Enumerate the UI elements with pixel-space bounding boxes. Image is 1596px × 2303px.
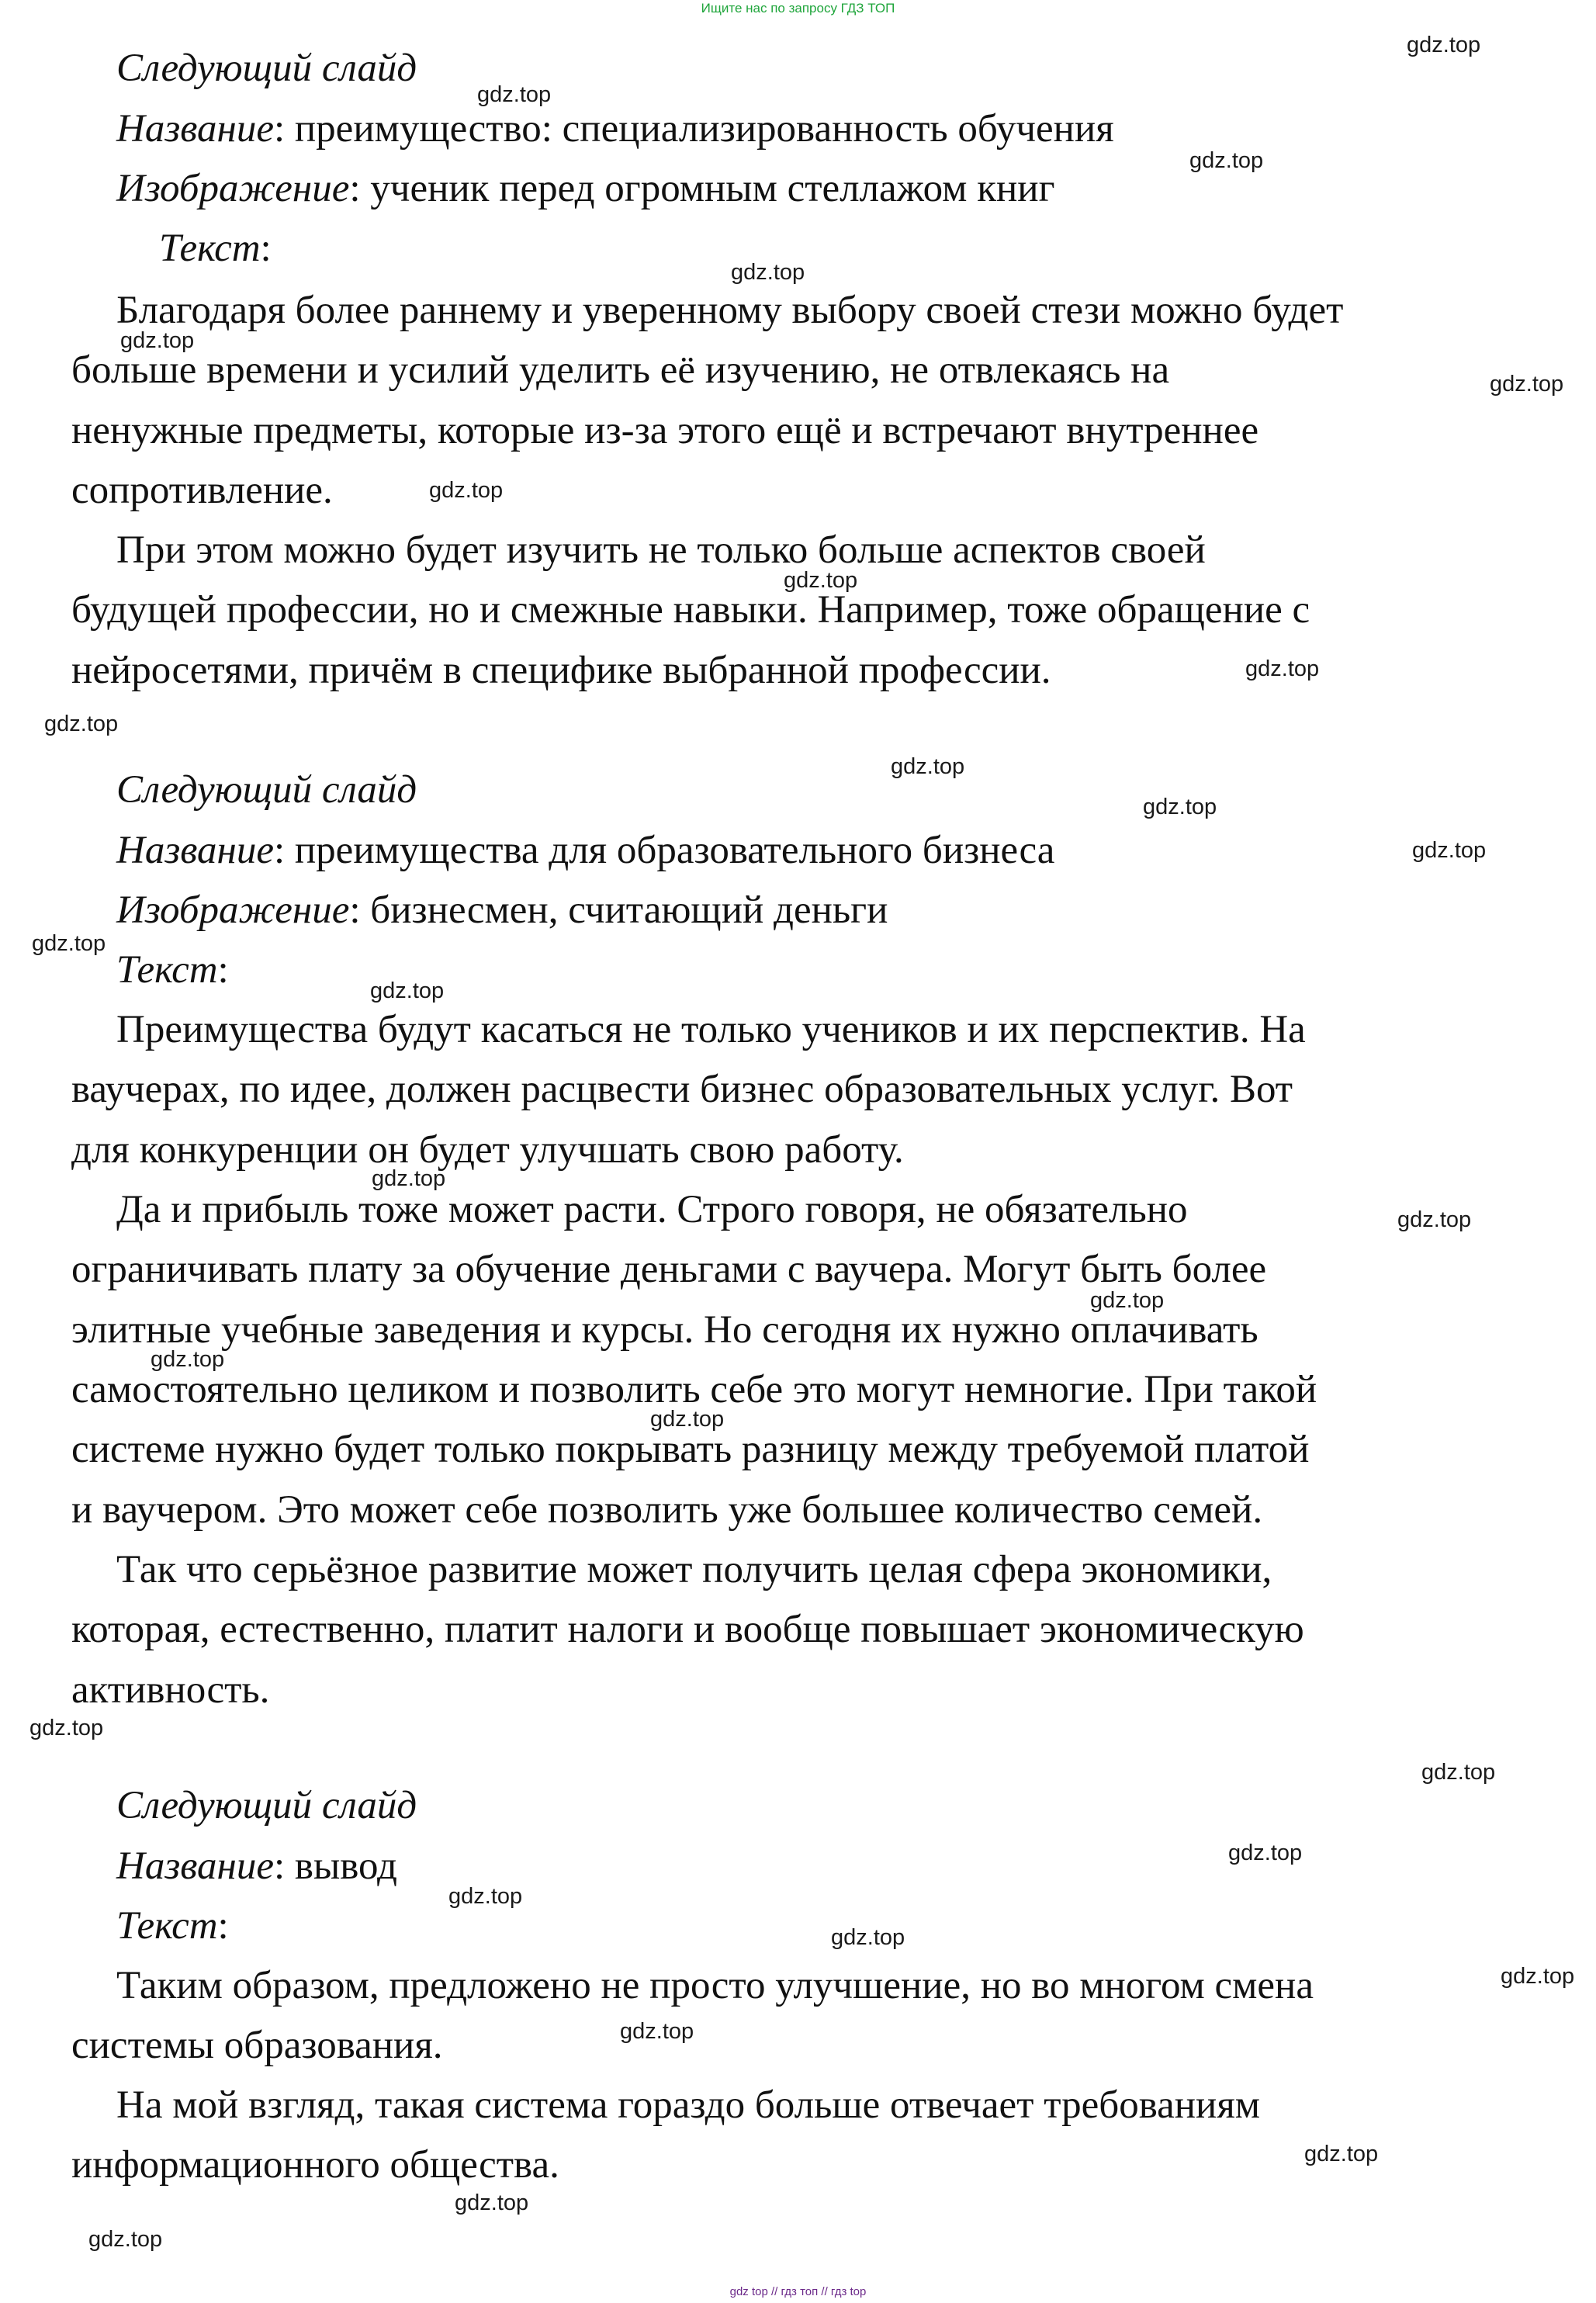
watermark: gdz.top: [784, 568, 858, 593]
paragraph-line: системе нужно будет только покрывать разницу между требуемой платой: [71, 1428, 1310, 1471]
watermark: gdz.top: [429, 478, 504, 503]
slide-title-row: Название: преимущества для образовательного бизнеса: [116, 829, 1055, 872]
watermark: gdz.top: [731, 260, 805, 285]
watermark: gdz.top: [650, 1407, 725, 1432]
paragraph-line: ограничивать плату за обучение деньгами с ваучера. Могут быть более: [71, 1248, 1267, 1291]
watermark: gdz.top: [620, 2019, 694, 2044]
paragraph-line: На мой взгляд, такая система гораздо больше отвечает требованиям: [116, 2083, 1261, 2127]
watermark: gdz.top: [455, 2190, 529, 2215]
slide-heading: [116, 45, 417, 92]
slide-text-row: Текст:: [116, 948, 229, 992]
paragraph-line: Да и прибыль тоже может расти. Строго говоря, не обязательно: [116, 1188, 1188, 1231]
image-value: ученик перед огромным стеллажом книг: [370, 167, 1055, 210]
paragraph-line: ваучерах, по идее, должен расцвести бизнес образовательных услуг. Вот: [71, 1068, 1293, 1111]
slide-title-row: Название: вывод: [116, 1844, 397, 1888]
watermark: gdz.top: [1228, 1841, 1303, 1865]
slide-heading: [116, 1782, 417, 1829]
paragraph-line: которая, естественно, платит налоги и вообще повышает экономическую: [71, 1608, 1304, 1651]
paragraph-line: и ваучером. Это может себе позволить уже большее количество семей.: [71, 1488, 1263, 1532]
bottom-banner: gdz top // гдз топ // гдз top: [729, 2285, 867, 2298]
slide-heading: [116, 767, 417, 813]
paragraph-line: системы образования.: [71, 2024, 443, 2067]
image-label: Изображение: [116, 167, 350, 210]
text-label: Текст: [116, 948, 218, 992]
watermark: gdz.top: [831, 1925, 905, 1950]
watermark: gdz.top: [1412, 838, 1487, 863]
watermark: gdz.top: [891, 754, 965, 779]
slide-heading-text: Следующий слайд: [116, 1784, 417, 1827]
watermark: gdz.top: [32, 931, 106, 956]
paragraph-line: для конкуренции он будет улучшать свою работу.: [71, 1128, 904, 1172]
watermark: gdz.top: [1421, 1760, 1496, 1785]
watermark: gdz.top: [44, 712, 119, 736]
watermark: gdz.top: [1090, 1288, 1165, 1313]
watermark: gdz.top: [370, 978, 445, 1003]
paragraph-line: При этом можно будет изучить не только больше аспектов своей: [116, 528, 1206, 572]
watermark: gdz.top: [1143, 795, 1217, 819]
watermark: gdz.top: [29, 1716, 104, 1740]
slide-heading-text: Следующий слайд: [116, 768, 417, 812]
image-label: Изображение: [116, 888, 350, 932]
slide-image-row: Изображение: бизнесмен, считающий деньги: [116, 888, 888, 932]
title-label: Название: [116, 107, 274, 151]
paragraph-line: самостоятельно целиком и позволить себе это могут немногие. При такой: [71, 1368, 1317, 1411]
watermark: gdz.top: [448, 1884, 523, 1909]
title-label: Название: [116, 829, 274, 872]
paragraph-line: Благодаря более раннему и уверенному выбору своей стези можно будет: [116, 289, 1344, 332]
paragraph-line: Преимущества будут касаться не только учеников и их перспектив. На: [116, 1008, 1306, 1051]
slide-text-row: Текст:: [159, 227, 272, 270]
watermark: gdz.top: [1490, 372, 1564, 397]
title-label: Название: [116, 1844, 274, 1888]
paragraph-line: нейросетями, причём в специфике выбранной профессии.: [71, 649, 1051, 692]
watermark: gdz.top: [88, 2227, 163, 2252]
watermark: gdz.top: [1407, 33, 1481, 57]
paragraph-line: будущей профессии, но и смежные навыки. Например, тоже обращение с: [71, 588, 1310, 632]
paragraph-line: ненужные предметы, которые из-за этого ещё и встречают внутреннее: [71, 409, 1259, 452]
text-label: Текст: [116, 1904, 218, 1948]
title-value: преимущества для образовательного бизнеса: [294, 829, 1055, 872]
slide-image-row: Изображение: ученик перед огромным стеллажом книг: [116, 167, 1055, 210]
paragraph-line: больше времени и усилий уделить её изучению, не отвлекаясь на: [71, 348, 1170, 392]
top-banner: Ищите нас по запросу ГДЗ ТОП: [701, 1, 895, 16]
paragraph-line: сопротивление.: [71, 469, 333, 512]
watermark: gdz.top: [1304, 2142, 1379, 2166]
paragraph-line: элитные учебные заведения и курсы. Но сегодня их нужно оплачивать: [71, 1308, 1258, 1352]
watermark: gdz.top: [151, 1347, 225, 1372]
watermark: gdz.top: [1501, 1964, 1575, 1989]
watermark: gdz.top: [1189, 148, 1264, 173]
slide-title-row: Название: преимущество: специализированность обучения: [116, 107, 1114, 151]
watermark: gdz.top: [477, 82, 552, 107]
paragraph-line: активность.: [71, 1668, 270, 1712]
title-value: вывод: [294, 1844, 397, 1888]
watermark: gdz.top: [120, 328, 195, 353]
slide-text-row: Текст:: [116, 1904, 229, 1948]
watermark: gdz.top: [1245, 656, 1320, 681]
paragraph-line: Так что серьёзное развитие может получить целая сфера экономики,: [116, 1548, 1272, 1591]
paragraph-line: Таким образом, предложено не просто улучшение, но во многом смена: [116, 1964, 1314, 2007]
slide-heading-text: Следующий слайд: [116, 47, 417, 90]
paragraph-line: информационного общества.: [71, 2143, 559, 2187]
image-value: бизнесмен, считающий деньги: [370, 888, 888, 932]
watermark: gdz.top: [1397, 1207, 1472, 1232]
text-label: Текст: [159, 227, 261, 270]
title-value: преимущество: специализированность обучения: [294, 107, 1114, 151]
watermark: gdz.top: [372, 1166, 446, 1191]
